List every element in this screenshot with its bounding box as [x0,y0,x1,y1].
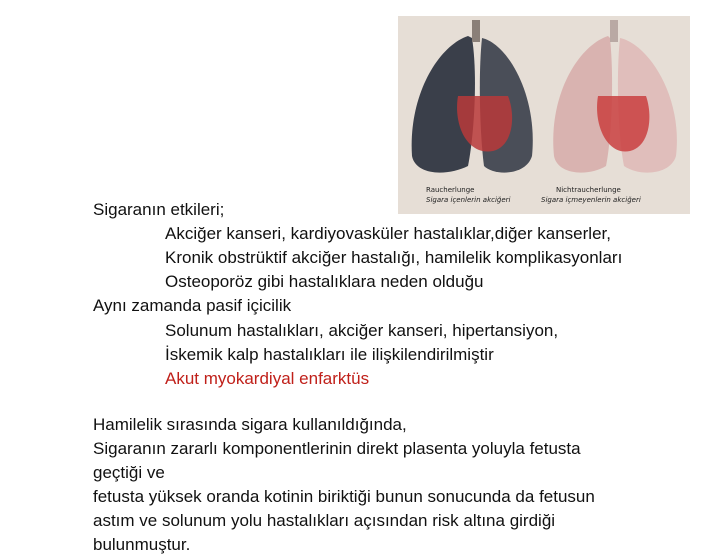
section1-item: Kronik obstrüktif akciğer hastalığı, hamilelik komplikasyonları [165,248,623,267]
section2-heading: Aynı zamanda pasif içicilik [93,296,292,315]
lungs-illustration [398,16,690,214]
section1-item: Osteoporöz gibi hastalıklara neden olduğu [165,272,484,291]
section1-heading: Sigaranın etkileri; [93,200,225,219]
nonsmoker-lung-caption: Nichtraucherlunge [556,186,621,194]
section3-line: fetusta yüksek oranda kotinin biriktiği bunun sonucunda da fetusun [93,487,595,506]
section3-line: geçtiği ve [93,463,165,482]
smoker-lung-caption-tr: Sigara içenlerin akciğeri [426,196,511,204]
lungs-comparison-photo [398,16,690,214]
smoker-lung-caption: Raucherlunge [426,186,475,194]
section2-item: İskemik kalp hastalıkları ile ilişkilendirilmiştir [165,345,494,364]
section3-line: bulunmuştur. [93,535,191,554]
nonsmoker-lung-caption-tr: Sigara içmeyenlerin akciğeri [541,196,641,204]
section3-line: Sigaranın zararlı komponentlerinin direkt plasenta yoluyla fetusta [93,439,581,458]
section3-line: Hamilelik sırasında sigara kullanıldığında, [93,415,407,434]
section2-highlight: Akut myokardiyal enfarktüs [165,369,370,388]
section1-item: Akciğer kanseri, kardiyovasküler hastalıklar,diğer kanserler, [165,224,611,243]
section3-line: astım ve solunum yolu hastalıkları açısından risk altına girdiği [93,511,556,530]
section2-item: Solunum hastalıkları, akciğer kanseri, hipertansiyon, [165,321,559,340]
